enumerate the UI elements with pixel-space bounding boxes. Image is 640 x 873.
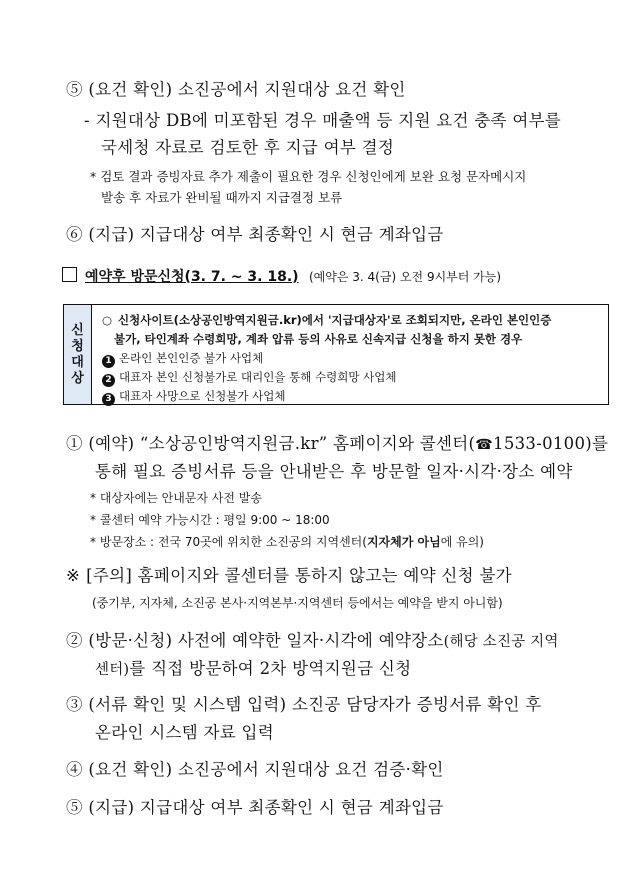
p3-line2: 온라인 시스템 자료 입력 [95, 723, 275, 742]
target-item: 2 대표자 본인 신청불가로 대리인을 통해 수령희망 사업체 [102, 368, 602, 387]
p1-line2: 통해 필요 증빙서류 등을 안내받은 후 방문할 일자·시각·장소 예약 [95, 462, 573, 481]
p4-line: ④ (요건 확인) 소진공에서 지원대상 요건 검증·확인 [66, 760, 444, 779]
step5-text: 소진공에서 지원대상 요건 확인 [177, 80, 406, 99]
step5-note-line1: * 검토 결과 증빙자료 추가 제출이 필요한 경우 신청인에게 보완 요청 문자메시지 [90, 169, 527, 184]
target-label: 신 청 대 상 [64, 305, 92, 404]
step6-heading: ⑥ (지급) 지급대상 여부 최종확인 시 현금 계좌입금 [66, 225, 444, 244]
number-bullet-icon: 3 [102, 393, 115, 406]
step5-label: (요건 확인) [88, 80, 173, 99]
number-bullet-icon: 2 [102, 374, 115, 387]
section-heading [62, 266, 501, 286]
caution-line1: ※ [주의] 홈페이지와 콜센터를 통하지 않고는 예약 신청 불가 [66, 566, 512, 585]
step5-dash-line1: - 지원대상 DB에 미포함된 경우 매출액 등 지원 요건 충족 여부를 [84, 111, 562, 130]
p1-line1: ① (예약) “소상공인방역지원금.kr” 홈페이지와 콜센터(☎1533-0100)를 [66, 434, 609, 453]
p2-line2: 센터)를 직접 방문하여 2차 방역지원금 신청 [95, 659, 412, 678]
target-intro-line1: ○ 신청사이트(소상공인방역지원금.kr)에서 '지급대상자'로 조회되지만, 온라인 본인인증 [102, 313, 552, 327]
section-title: 예약후 방문신청(3. 7. ~ 3. 18.) [85, 269, 299, 285]
step5-marker: ⑤ [66, 80, 83, 99]
caution-line2: (중기부, 지자체, 소진공 본사·지역본부·지역센터 등에서는 예약을 받지 아니함) [92, 596, 503, 610]
target-intro-line2: 불가, 타인계좌 수령희망, 계좌 압류 등의 사유로 신속지급 신청을 하지 못한 경우 [114, 332, 523, 346]
caution-marker: ※ [66, 566, 81, 585]
target-box [63, 304, 609, 405]
p1-note: * 대상자에는 안내문자 사전 발송 [90, 491, 262, 505]
section-note: (예약은 3. 4(금) 오전 9시부터 가능) [309, 270, 502, 284]
target-content [102, 311, 602, 406]
p3-line1: ③ (서류 확인 및 시스템 입력) 소진공 담당자가 증빙서류 확인 후 [66, 695, 542, 714]
step5-dash-line2: 국세청 자료로 검토한 후 지급 여부 결정 [101, 138, 395, 157]
step5-heading [66, 76, 406, 100]
phone-icon: ☎ [475, 437, 494, 453]
square-bullet-icon [62, 267, 77, 282]
p1-note: * 콜센터 예약 가능시간 : 평일 9:00 ~ 18:00 [90, 513, 330, 527]
step5-note-line2: 발송 후 자료가 완비될 때까지 지급결정 보류 [101, 190, 343, 205]
target-item: 3 대표자 사망으로 신청불가 사업체 [102, 387, 602, 406]
target-item: 1 온라인 본인인증 불가 사업체 [102, 349, 602, 368]
number-bullet-icon: 1 [102, 355, 115, 368]
p1-note: * 방문장소 : 전국 70곳에 위치한 소진공의 지역센터(지자체가 아님에 유의) [90, 535, 484, 549]
p5-line: ⑤ (지급) 지급대상 여부 최종확인 시 현금 계좌입금 [66, 798, 444, 817]
p2-line1: ② (방문·신청) 사전에 예약한 일자·시각에 예약장소(해당 소진공 지역 [66, 631, 559, 650]
emphasis-text: 지자체가 아님 [366, 535, 441, 549]
